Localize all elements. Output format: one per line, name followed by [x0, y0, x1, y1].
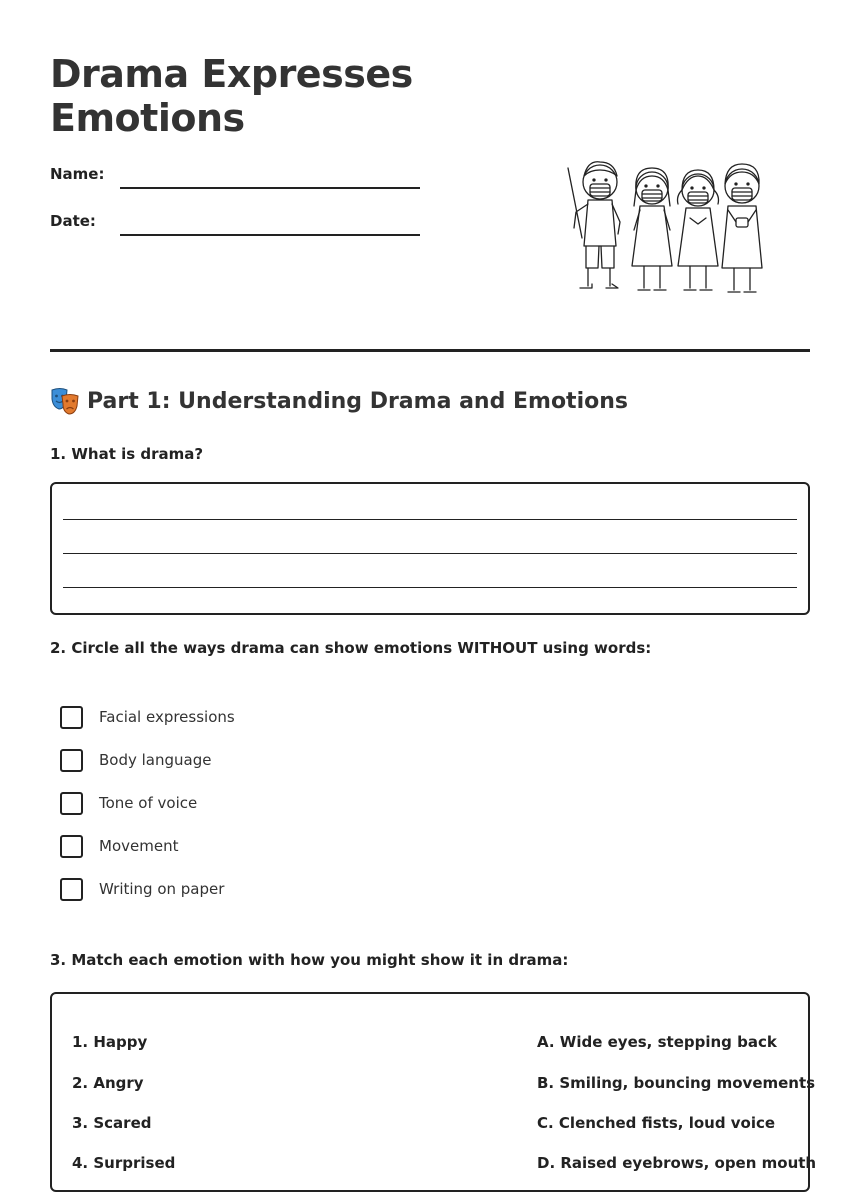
option-label: Facial expressions: [99, 708, 235, 726]
emotion-item: 2. Angry: [72, 1074, 144, 1092]
answer-line[interactable]: [63, 519, 797, 520]
part-1-title: Part 1: Understanding Drama and Emotions: [87, 388, 628, 414]
checkbox[interactable]: [60, 792, 83, 815]
action-item: B. Smiling, bouncing movements: [537, 1074, 816, 1092]
date-field[interactable]: [50, 212, 420, 242]
children-wearing-masks-illustration: [560, 150, 770, 302]
date-write-line[interactable]: [120, 234, 420, 236]
emotion-item: 1. Happy: [72, 1033, 148, 1051]
checkbox[interactable]: [60, 706, 83, 729]
section-divider: [50, 349, 810, 352]
checkbox[interactable]: [60, 878, 83, 901]
option-label: Movement: [99, 837, 179, 855]
action-item: D. Raised eyebrows, open mouth: [537, 1154, 817, 1172]
question-3: 3. Match each emotion with how you might show it in drama:: [50, 951, 569, 969]
date-label: Date:: [50, 212, 96, 230]
worksheet-title: Drama Expresses Emotions: [50, 52, 413, 140]
option-writing-on-paper[interactable]: [60, 876, 224, 902]
part-1-heading: [50, 386, 628, 416]
action-item: C. Clenched fists, loud voice: [537, 1114, 776, 1132]
option-tone-of-voice[interactable]: [60, 790, 197, 816]
option-label: Body language: [99, 751, 212, 769]
question-1: 1. What is drama?: [50, 445, 204, 463]
name-field[interactable]: [50, 165, 420, 195]
option-facial-expressions[interactable]: [60, 704, 235, 730]
option-body-language[interactable]: [60, 747, 211, 773]
theater-masks-icon: [50, 386, 80, 416]
question-1-answer-box[interactable]: [50, 482, 810, 615]
option-movement[interactable]: [60, 833, 178, 859]
name-label: Name:: [50, 165, 105, 183]
name-write-line[interactable]: [120, 187, 420, 189]
question-2: 2. Circle all the ways drama can show emotions WITHOUT using words:: [50, 639, 652, 657]
checkbox[interactable]: [60, 835, 83, 858]
action-item: A. Wide eyes, stepping back: [537, 1033, 777, 1051]
emotion-item: 3. Scared: [72, 1114, 152, 1132]
answer-line[interactable]: [63, 587, 797, 588]
option-label: Writing on paper: [99, 880, 225, 898]
emotion-item: 4. Surprised: [72, 1154, 176, 1172]
answer-line[interactable]: [63, 553, 797, 554]
matching-box: [50, 992, 817, 1192]
checkbox[interactable]: [60, 749, 83, 772]
option-label: Tone of voice: [99, 794, 198, 812]
